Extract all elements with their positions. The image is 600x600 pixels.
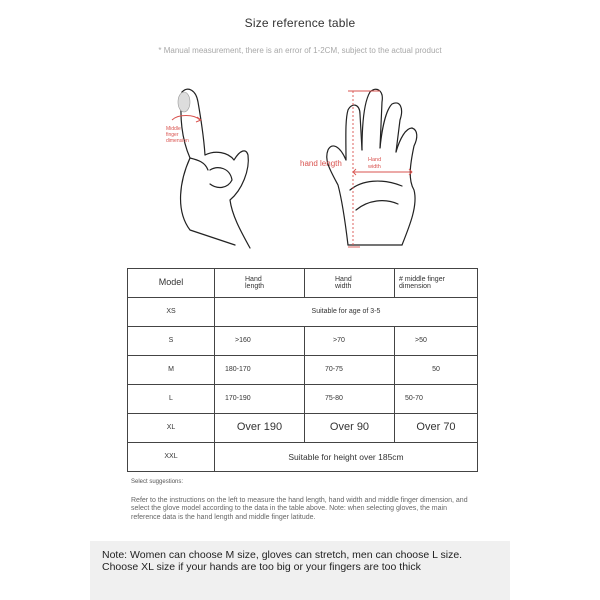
row-finger: Over 70 [395, 414, 478, 443]
header-hand-width-line1: Hand [335, 275, 352, 283]
header-finger-line2: dimension [399, 283, 431, 290]
row-length: 180-170 [215, 356, 305, 385]
header-finger-line1: # middle finger [399, 275, 445, 283]
middle-finger-diagram [150, 80, 270, 250]
suggestions-text: Refer to the instructions on the left to measure the hand length, hand width and middle finger dimension, and select the glove model according to the data in the table above. Note: when selecting gloves, the main reference data is the hand length and middle finger latitude. [131, 497, 468, 521]
page-title: Size reference table [244, 16, 356, 30]
row-model: XS [128, 298, 215, 327]
table-row [128, 385, 478, 414]
hand-width-label-2: width [368, 164, 381, 170]
hand-width-label-1: Hand [368, 157, 382, 163]
row-length: 170-190 [215, 385, 305, 414]
note-text: Note: Women can choose M size, gloves can stretch, men can choose L size. Choose XL size if your hands are too big or your fingers are too thick [102, 549, 463, 574]
finger-label-3: dimension [166, 138, 189, 144]
table-row [128, 327, 478, 356]
row-model: S [128, 327, 215, 356]
header-hand-length-line2: length [245, 283, 265, 290]
header-hand-length-line1: Hand [245, 275, 262, 283]
header-finger [395, 269, 478, 298]
hand-length-width-diagram [290, 80, 450, 260]
table-header-row [128, 269, 478, 298]
size-table [127, 268, 478, 472]
row-finger: >50 [395, 327, 478, 356]
row-model: XXL [128, 443, 215, 472]
row-length: >160 [215, 327, 305, 356]
row-merged: Suitable for height over 185cm [215, 443, 478, 472]
row-length: Over 190 [215, 414, 305, 443]
table-row [128, 356, 478, 385]
measurement-disclaimer: * Manual measurement, there is an error of 1-2CM, subject to the actual product [158, 46, 442, 55]
row-model: L [128, 385, 215, 414]
row-finger: 50 [395, 356, 478, 385]
hand-length-label: hand length [300, 159, 342, 168]
header-hand-length [215, 269, 305, 298]
table-row [128, 414, 478, 443]
row-finger: 50-70 [395, 385, 478, 414]
header-model: Model [128, 269, 215, 298]
finger-label-2: finger [166, 132, 179, 138]
row-width: Over 90 [305, 414, 395, 443]
table-row [128, 298, 478, 327]
suggestions-heading: Select suggestions: [131, 479, 184, 485]
row-width: >70 [305, 327, 395, 356]
header-hand-width-line2: width [335, 283, 352, 290]
finger-label-1: Middle [166, 126, 181, 132]
note-box [90, 541, 510, 600]
header-hand-width [305, 269, 395, 298]
table-row [128, 443, 478, 472]
row-width: 75-80 [305, 385, 395, 414]
row-width: 70-75 [305, 356, 395, 385]
row-merged: Suitable for age of 3-5 [215, 298, 478, 327]
row-model: M [128, 356, 215, 385]
row-model: XL [128, 414, 215, 443]
